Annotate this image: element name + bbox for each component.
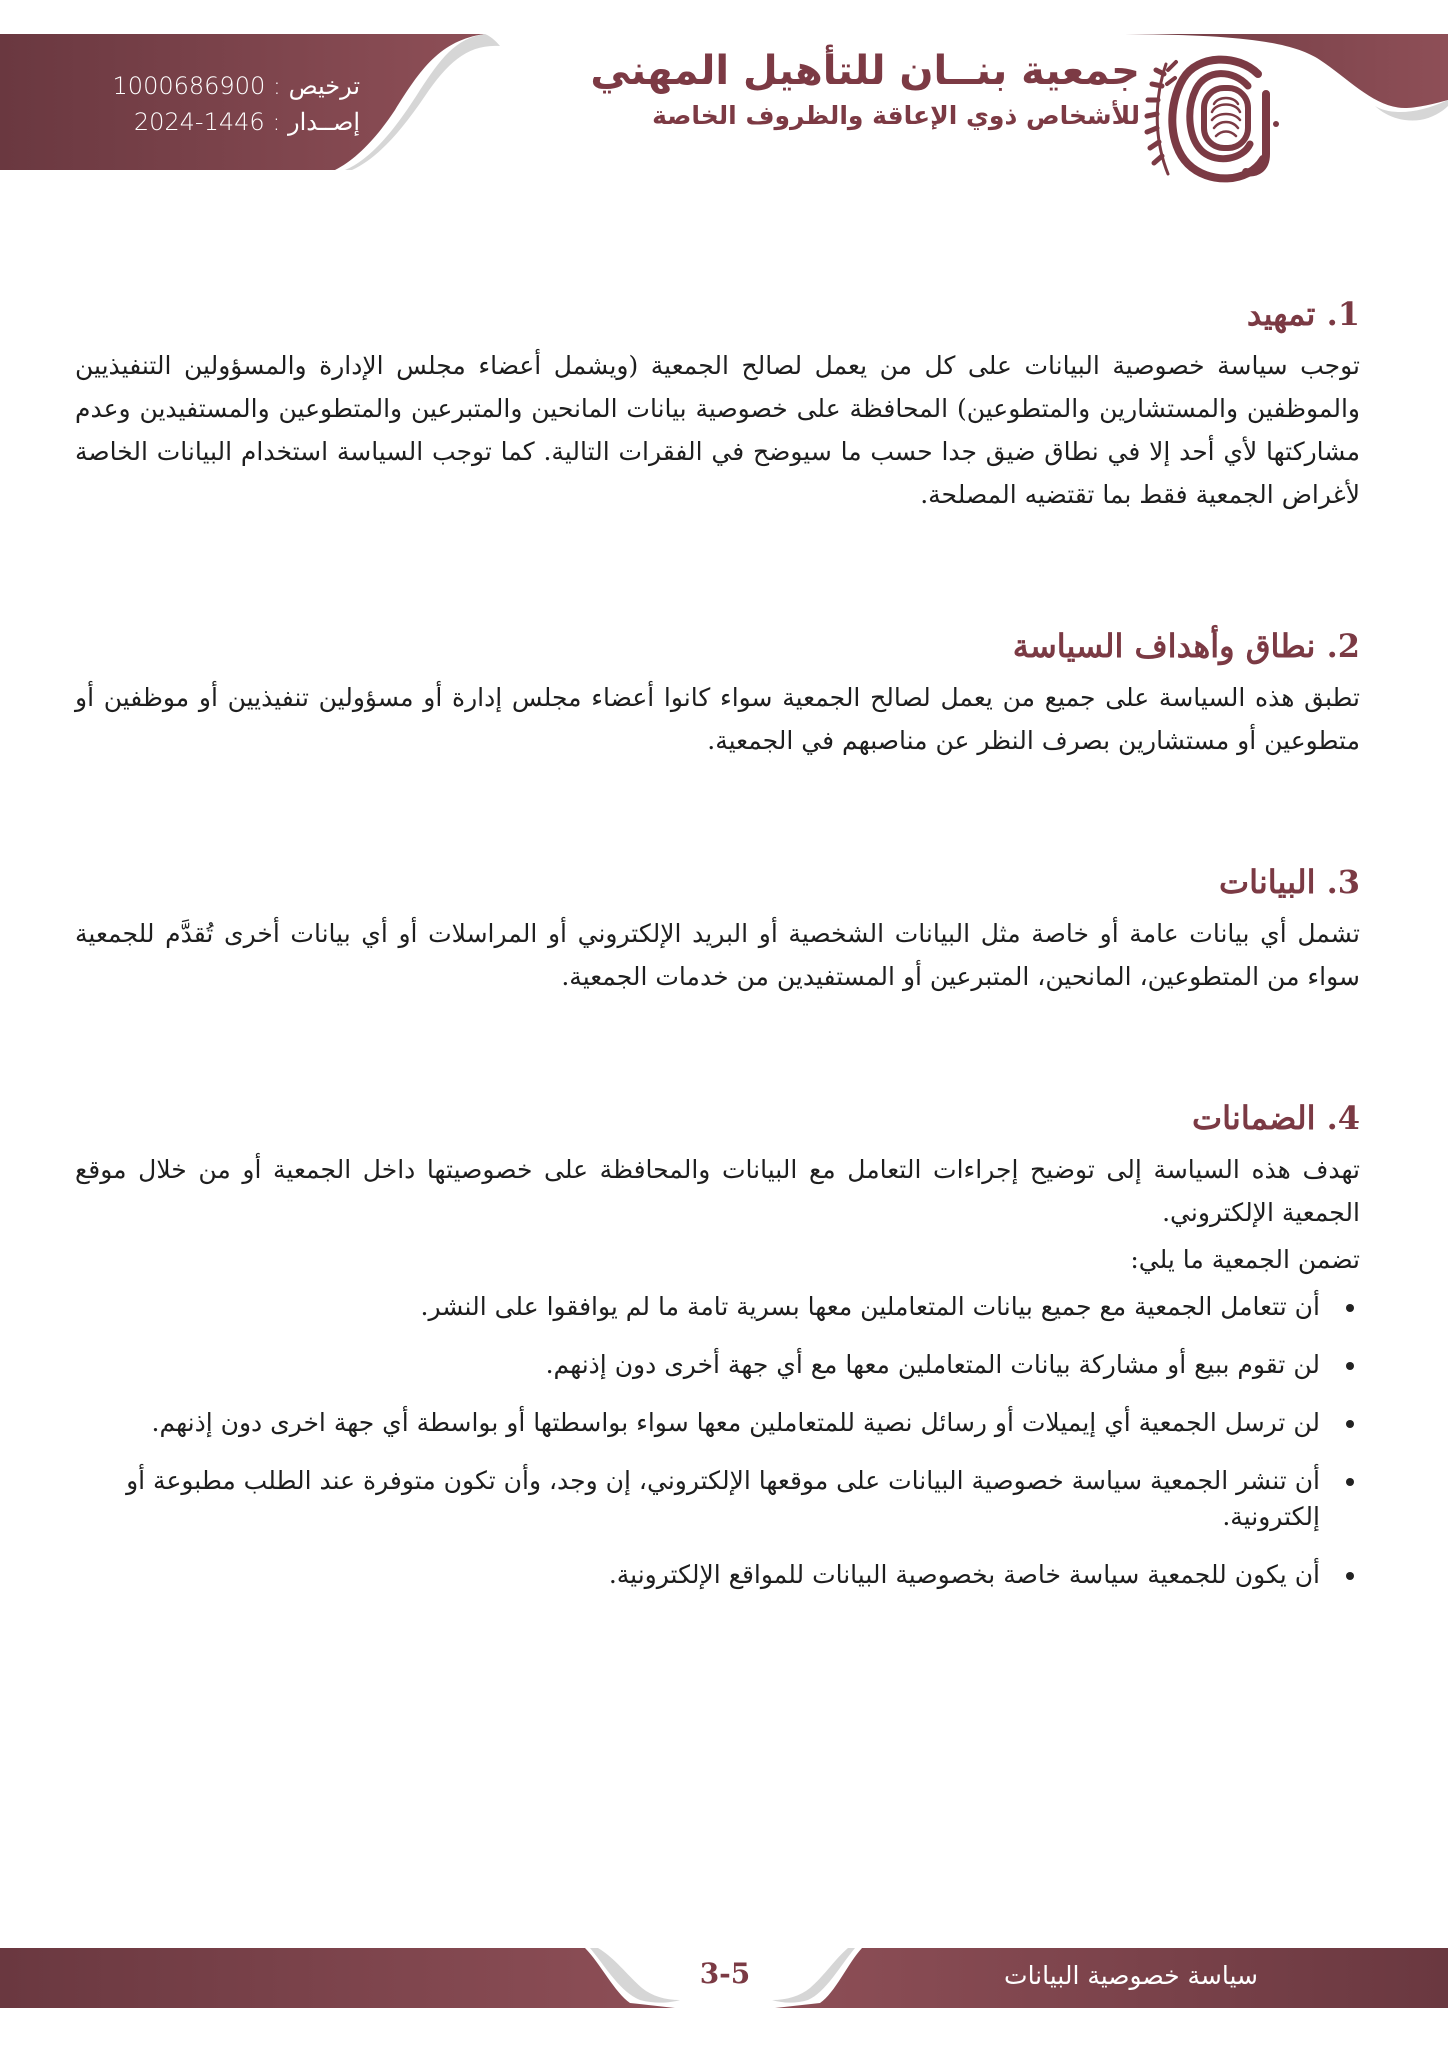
list-item-text: أن تتعامل الجمعية مع جميع بيانات المتعاملين معها بسرية تامة ما لم يوافقوا على النشر. [420, 1292, 1320, 1321]
list-item-text: أن يكون للجمعية سياسة خاصة بخصوصية البيانات للمواقع الإلكترونية. [608, 1560, 1320, 1589]
fingerprint-logo-icon [1138, 44, 1288, 194]
organization-tagline: للأشخاص ذوي الإعاقة والظروف الخاصة [652, 101, 1140, 130]
section-data [75, 858, 1360, 998]
bullet-icon [1346, 1478, 1354, 1486]
list-item [75, 1405, 1360, 1441]
section-scope [75, 622, 1360, 762]
section-guarantees [75, 1094, 1360, 1615]
section-heading: 3. البيانات [1218, 863, 1360, 901]
page-footer [0, 1948, 1448, 2008]
issue-value: 1446-2024 [133, 108, 265, 136]
list-item-text: لن تقوم ببيع أو مشاركة بيانات المتعاملين معها مع أي جهة أخرى دون إذنهم. [545, 1350, 1320, 1379]
organization-name: جمعية بنــان للتأهيل المهني [590, 48, 1140, 94]
bullet-icon [1346, 1304, 1354, 1312]
license-label: ترخيص : [272, 72, 360, 100]
section-paragraph: توجب سياسة خصوصية البيانات على كل من يعمل لصالح الجمعية (ويشمل أعضاء مجلس الإدارة والمسؤولين التنفيذيين والموظفين والمستشارين والمتطوعين) المحافظة على خصوصية بيانات المانحين والمتبرعين والمتطوعين والمستفيدين وعدم مشاركتها لأي أحد إلا في نطاق ضيق جدا حسب ما سيوضح في الفقرات التالية. كما توجب السياسة استخدام البيانات الخاصة لأغراض الجمعية فقط بما تقتضيه المصلحة. [75, 351, 1360, 509]
list-item [75, 1347, 1360, 1383]
list-item [75, 1289, 1360, 1325]
list-item-text: أن تنشر الجمعية سياسة خصوصية البيانات على موقعها الإلكتروني، إن وجد، وأن تكون متوفرة عند الطلب مطبوعة أو إلكترونية. [126, 1466, 1320, 1531]
bullet-icon [1346, 1362, 1354, 1370]
license-number: 1000686900 [112, 72, 266, 100]
footer-document-title: سياسة خصوصية البيانات [1004, 1961, 1258, 1990]
section-heading: 1. تمهيد [1246, 295, 1360, 333]
section-heading: 2. نطاق وأهداف السياسة [1012, 627, 1360, 665]
page-header [0, 0, 1448, 200]
issue-row [60, 104, 360, 140]
section-paragraph: تهدف هذه السياسة إلى توضيح إجراءات التعامل مع البيانات والمحافظة على خصوصيتها داخل الجمعية أو من خلال موقع الجمعية الإلكتروني. [75, 1155, 1360, 1227]
list-item-text: لن ترسل الجمعية أي إيميلات أو رسائل نصية للمتعاملين معها سواء بواسطتها أو بواسطة أي جهة اخرى دون إذنهم. [151, 1408, 1320, 1437]
bullet-icon [1346, 1572, 1354, 1580]
issue-label: إصــدار : [272, 108, 360, 136]
organization-brand [590, 44, 1140, 134]
guarantees-intro: تضمن الجمعية ما يلي: [1130, 1245, 1360, 1274]
section-heading: 4. الضمانات [1192, 1099, 1360, 1137]
list-item [75, 1463, 1360, 1535]
section-paragraph: تشمل أي بيانات عامة أو خاصة مثل البيانات الشخصية أو البريد الإلكتروني أو المراسلات أو أي بيانات أخرى تُقدَّم للجمعية سواء من المتطوعين، المانحين، المتبرعين أو المستفيدين من خدمات الجمعية. [75, 919, 1360, 991]
license-row [60, 68, 360, 104]
section-paragraph: تطبق هذه السياسة على جميع من يعمل لصالح الجمعية سواء كانوا أعضاء مجلس إدارة أو مسؤولين تنفيذيين أو موظفين أو متطوعين أو مستشارين بصرف النظر عن مناصبهم في الجمعية. [75, 683, 1360, 755]
license-block [60, 68, 360, 140]
guarantees-list [75, 1289, 1360, 1593]
footer-band-left [0, 1948, 675, 2008]
bullet-icon [1346, 1420, 1354, 1428]
section-introduction [75, 290, 1360, 516]
page-number: 3-5 [699, 1957, 751, 1990]
list-item [75, 1557, 1360, 1593]
